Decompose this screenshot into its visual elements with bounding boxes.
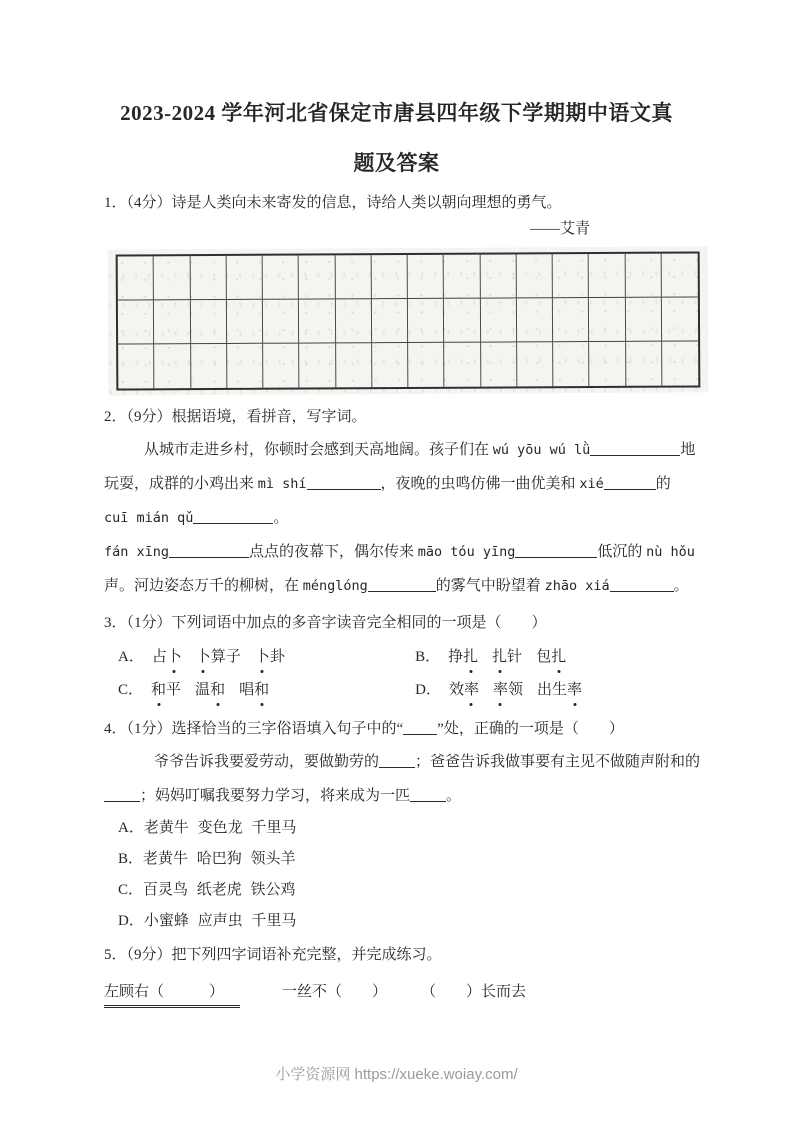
grid-cell <box>335 255 371 299</box>
answer-blank <box>104 787 140 802</box>
text-line <box>104 473 723 496</box>
grid-cell <box>553 342 589 386</box>
dotted-char: 率 <box>493 678 508 702</box>
chinese-text: 4．（1分）选择恰当的三字俗语填入句子中的“ <box>104 721 404 737</box>
answer-blank <box>307 475 381 490</box>
q3-options <box>104 636 723 702</box>
chinese-text: 。 <box>446 788 462 804</box>
grid-cell <box>226 256 262 300</box>
grid-cell <box>517 298 553 342</box>
grid-cell <box>480 298 516 342</box>
q1-writing-grid-scan <box>108 246 709 395</box>
grid-cell <box>625 298 661 342</box>
q4-stem <box>104 718 723 740</box>
pinyin-text: nù hǒu <box>646 544 695 560</box>
dotted-char: 卜 <box>167 645 182 669</box>
grid-cell <box>662 341 698 385</box>
grid-cell <box>625 254 661 298</box>
grid-cell <box>227 344 263 388</box>
grid-cell <box>372 343 408 387</box>
grid-cell <box>336 343 372 387</box>
grid-cell <box>480 254 516 298</box>
polyphonic-word: 效率 <box>449 682 479 698</box>
polyphonic-word: 挣扎 <box>448 649 478 665</box>
grid-cell <box>191 344 227 388</box>
dotted-char: 扎 <box>492 645 507 669</box>
grid-cell <box>372 299 408 343</box>
q2-stem: 2．（9分）根据语境，看拼音，写字词。 <box>104 409 367 425</box>
chinese-text: 爷爷告诉我要爱劳动，要做勤劳的 <box>154 754 380 770</box>
grid-cell <box>190 256 226 300</box>
chinese-text: 地 <box>680 442 696 458</box>
q2-paragraph <box>104 439 723 598</box>
q3-option <box>401 645 698 669</box>
grid-cell <box>299 343 335 387</box>
text-line <box>104 751 723 774</box>
idiom-completion-item: 一丝不（ ） <box>282 984 388 1000</box>
answer-blank <box>590 441 680 456</box>
chinese-text: ”处，正确的一项是（ ） <box>437 721 624 737</box>
grid-cell <box>299 299 335 343</box>
q1-stem: 1．（4分）诗是人类向未来寄发的信息，诗给人类以朝向理想的勇气。 <box>104 195 562 211</box>
grid-cell <box>263 344 299 388</box>
answer-blank <box>610 577 674 592</box>
q5-items <box>104 980 723 1008</box>
dotted-char: 和 <box>151 678 166 702</box>
q3-option <box>401 678 698 702</box>
answer-blank <box>368 577 436 592</box>
chinese-text: 。 <box>273 510 289 526</box>
text-line <box>104 575 723 598</box>
chinese-text: ，夜晚的虫鸣仿佛一曲优美和 <box>380 476 580 492</box>
pinyin-text: wú yōu wú lǜ <box>492 442 591 458</box>
dotted-char: 卜 <box>196 645 211 669</box>
grid-cell <box>481 342 517 386</box>
answer-blank <box>403 720 437 735</box>
text-line <box>104 541 723 564</box>
exam-content <box>0 192 793 1008</box>
grid-cell <box>118 344 154 388</box>
q4-option: A．老黄牛 变色龙 千里马 <box>118 820 297 836</box>
footer-link[interactable]: 小学资源网 https://xueke.woiay.com/ <box>275 1066 518 1083</box>
q4-context <box>104 751 723 808</box>
option-label: D． <box>415 682 441 698</box>
grid-cell <box>227 300 263 344</box>
writing-grid <box>116 251 701 390</box>
text-line <box>104 785 723 808</box>
q4-options <box>104 817 723 932</box>
chinese-text: 的雾气中盼望着 <box>435 578 545 594</box>
polyphonic-word: 出生率 <box>537 682 582 698</box>
grid-cell <box>516 254 552 298</box>
dotted-char: 扎 <box>551 645 566 669</box>
chinese-text: 点点的夜幕下，偶尔传来 <box>249 544 418 560</box>
q5-stem: 5．（9分）把下列四字词语补充完整，并完成练习。 <box>104 947 442 963</box>
grid-cell <box>299 255 335 299</box>
answer-blank <box>193 509 273 524</box>
pinyin-text: fán xīng <box>104 544 170 560</box>
grid-cell <box>553 298 589 342</box>
pinyin-text: cuī mián qǔ <box>104 510 194 526</box>
answer-blank <box>169 543 249 558</box>
q3-option <box>104 678 401 702</box>
chinese-text: 声。河边姿态万千的柳树，在 <box>104 578 303 594</box>
chinese-text: 的 <box>655 476 671 492</box>
grid-cell <box>408 343 444 387</box>
q1-attribution: ——艾青 <box>530 221 591 237</box>
answer-blank <box>604 475 656 490</box>
polyphonic-word: 温和 <box>195 682 225 698</box>
grid-cell <box>118 300 154 344</box>
grid-cell <box>589 254 625 298</box>
grid-cell <box>662 297 698 341</box>
text-line <box>104 507 723 530</box>
chinese-text: ；爸爸告诉我做事要有主见不做随声附和的 <box>415 754 701 770</box>
text-line <box>104 439 723 462</box>
grid-cell <box>517 342 553 386</box>
pinyin-text: mì shí <box>257 476 307 492</box>
q4-option: B．老黄牛 哈巴狗 领头羊 <box>118 851 296 867</box>
polyphonic-word: 卜算子 <box>196 649 241 665</box>
grid-cell <box>371 255 407 299</box>
grid-cell <box>626 342 662 386</box>
grid-cell <box>190 300 226 344</box>
chinese-text: 低沉的 <box>597 544 647 560</box>
polyphonic-word: 率领 <box>493 682 523 698</box>
grid-cell <box>154 300 190 344</box>
dotted-char: 卜 <box>255 645 270 669</box>
grid-cell <box>154 344 190 388</box>
dotted-char: 率 <box>464 678 479 702</box>
chinese-text: 。 <box>673 578 689 594</box>
pinyin-text: ménglóng <box>302 578 368 594</box>
dotted-char: 率 <box>567 678 582 702</box>
option-label: B． <box>415 649 441 665</box>
grid-cell <box>263 300 299 344</box>
idiom-completion-item: （ ）长而去 <box>421 984 527 1000</box>
q3-option <box>104 645 401 669</box>
grid-cell <box>408 299 444 343</box>
page-title-line1: 2023-2024 学年河北省保定市唐县四年级下学期期中语文真 <box>120 101 673 125</box>
pinyin-text: māo tóu yīng <box>417 544 516 560</box>
chinese-text: 从城市走进乡村，你顿时会感到天高地阔。孩子们在 <box>144 442 493 458</box>
page-title <box>0 0 793 188</box>
pinyin-text: xié <box>579 476 604 492</box>
answer-blank <box>379 753 415 768</box>
grid-cell <box>444 255 480 299</box>
polyphonic-word: 唱和 <box>239 682 269 698</box>
page-title-line2: 题及答案 <box>353 151 440 175</box>
grid-cell <box>661 253 697 297</box>
grid-cell <box>154 256 190 300</box>
chinese-text: ；妈妈叮嘱我要努力学习，将来成为一匹 <box>140 788 411 804</box>
dotted-char: 和 <box>254 678 269 702</box>
grid-cell <box>444 343 480 387</box>
dotted-char: 和 <box>210 678 225 702</box>
grid-cell <box>263 256 299 300</box>
pinyin-text: zhāo xiá <box>544 578 610 594</box>
grid-cell <box>444 299 480 343</box>
idiom-completion-item: 左顾右（ ） <box>104 980 240 1008</box>
q4-option: C．百灵鸟 纸老虎 铁公鸡 <box>118 882 296 898</box>
q4-option: D．小蜜蜂 应声虫 千里马 <box>118 913 297 929</box>
answer-blank <box>410 787 446 802</box>
grid-cell <box>118 256 154 300</box>
polyphonic-word: 包扎 <box>536 649 566 665</box>
grid-cell <box>589 342 625 386</box>
polyphonic-word: 卜卦 <box>255 649 285 665</box>
grid-cell <box>408 255 444 299</box>
option-label: A． <box>118 649 144 665</box>
grid-cell <box>589 298 625 342</box>
q3-stem: 3．（1分）下列词语中加点的多音字读音完全相同的一项是（ ） <box>104 615 547 631</box>
polyphonic-word: 和平 <box>151 682 181 698</box>
dotted-char: 扎 <box>463 645 478 669</box>
grid-cell <box>335 299 371 343</box>
polyphonic-word: 扎针 <box>492 649 522 665</box>
polyphonic-word: 占卜 <box>152 649 182 665</box>
answer-blank <box>515 543 597 558</box>
option-label: C． <box>118 682 144 698</box>
chinese-text: 玩耍，成群的小鸡出来 <box>104 476 258 492</box>
grid-cell <box>553 254 589 298</box>
